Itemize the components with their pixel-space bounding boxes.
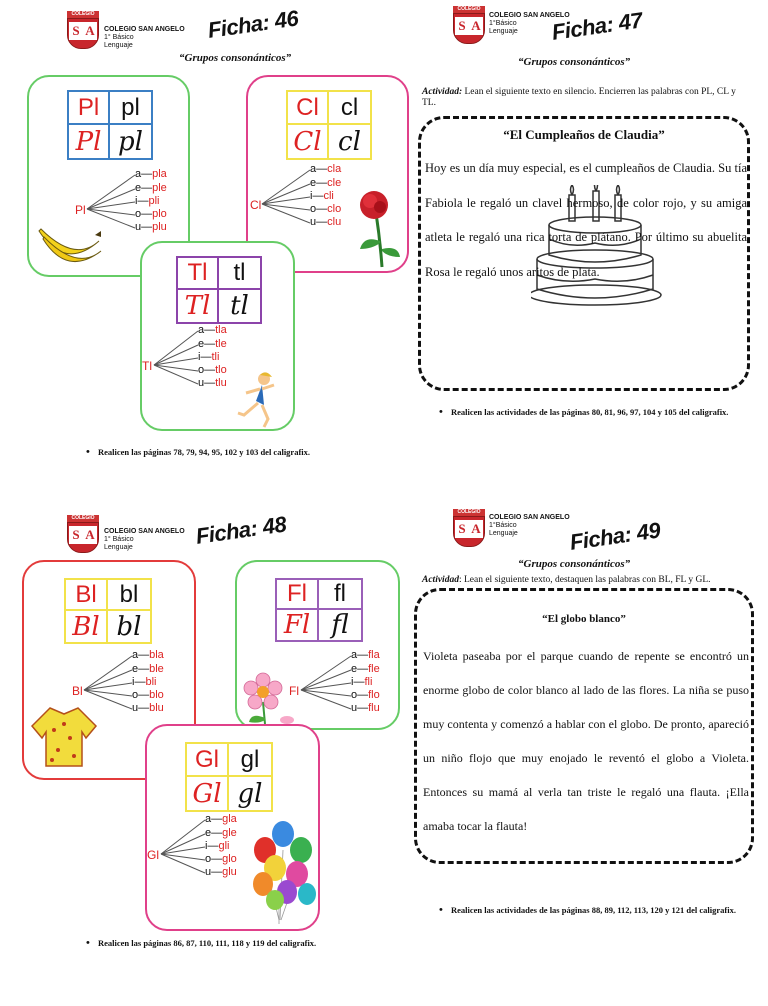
syllable-row: o—blo <box>132 689 164 701</box>
tree-lines <box>142 323 242 393</box>
logo-badge: COLEGIO <box>67 11 99 18</box>
syllable-row: a—fla <box>351 649 380 661</box>
ficha-title: Ficha: 49 <box>568 517 662 555</box>
syllable-row: u—glu <box>205 866 237 878</box>
syllable-row: a—bla <box>132 649 164 661</box>
subtitle: “Grupos consonánticos” <box>179 52 292 64</box>
card-cl: Cl cl Cl cl Cl a—cla e—cle i—cli o—clo u—clu <box>246 75 409 273</box>
story-box <box>414 588 754 864</box>
story-text: Hoy es un día muy especial, es el cumpleaños de Claudia. Su tía Fabiola le regaló un clavel hermoso, de color rojo, y su amiga atleta le regaló una rica torta de plátano. Por último su abuelita Rosa le regaló unos aritos de plata. <box>425 161 747 279</box>
school-info: COLEGIO SAN ANGELO 1° Básico Lenguaje <box>104 528 185 551</box>
story-box <box>418 116 750 391</box>
school-info: COLEGIO SAN ANGELO 1°Básico Lenguaje <box>489 12 570 35</box>
subtitle: “Grupos consonánticos” <box>518 558 631 570</box>
instruction-note: • Realicen las páginas 78, 79, 94, 95, 102 y 103 del caligrafix. <box>98 447 398 458</box>
runner-icon <box>234 371 278 429</box>
activity-instructions: Actividad: Lean el siguiente texto, destaquen las palabras con BL, FL y GL. <box>422 575 711 585</box>
letter-grid: Bl bl Bl bl <box>64 578 152 644</box>
syllable-row: a—tla <box>198 324 227 336</box>
syllable-row: o—flo <box>351 689 380 701</box>
syllable-row: e—gle <box>205 827 237 839</box>
card-gl: Gl gl Gl gl Gl a—gla e—gle i—gli o—glo u—glu <box>145 724 320 931</box>
school-logo: COLEGIO S A <box>453 509 485 547</box>
syllable-row: i—tli <box>198 351 220 363</box>
card-bl: Bl bl Bl bl Bl a—bla e—ble i—bli o—blo u—blu <box>22 560 196 780</box>
syllable-row: e—tle <box>198 338 227 350</box>
school-info: COLEGIO SAN ANGELO 1° Básico Lenguaje <box>104 26 185 49</box>
story-text: Violeta paseaba por el parque cuando de repente se encontró un enorme globo de color blanco al lado de las flores. La niña se puso muy contenta y comenzó a hablar con el globo. De pronto, apareció un niño flojo que muy enojado le reventó el globo a Violeta. Entonces su mamá al verla tan triste le regaló una flauta. ¡Ella amaba tocar la flauta! <box>423 649 749 833</box>
school-info: COLEGIO SAN ANGELO 1°Básico Lenguaje <box>489 514 570 537</box>
instruction-note: • Realicen las actividades de las páginas 80, 81, 96, 97, 104 y 105 del caligrafix. <box>451 407 751 418</box>
letter-grid: Cl cl Cl cl <box>286 90 372 160</box>
syllable-row: u—plu <box>135 221 167 233</box>
school-logo: COLEGIO S A <box>67 11 99 49</box>
syllable-row: u—clu <box>310 216 342 228</box>
instruction-note: • Realicen las páginas 86, 87, 110, 111, 118 y 119 del caligrafix. <box>98 938 368 949</box>
card-pl: Pl pl Pl pl Pl a—pla e—ple i—pli o—plo u—plu <box>27 75 190 277</box>
carnation-icon <box>356 189 404 269</box>
syllable-row: a—cla <box>310 163 342 175</box>
letter-grid: Tl tl Tl tl <box>176 256 262 324</box>
syllable-row: i—pli <box>135 195 160 207</box>
card-tl: Tl tl Tl tl Tl a—tla e—tle i—tli o—tlo u—tlu <box>140 241 295 431</box>
ficha-title: Ficha: 47 <box>550 7 644 45</box>
syllable-row: e—ple <box>135 182 167 194</box>
syllable-row: a—gla <box>205 813 237 825</box>
syllable-row: e—fle <box>351 663 380 675</box>
syllable-row: o—glo <box>205 853 237 865</box>
letter-grid: Gl gl Gl gl <box>185 742 273 812</box>
school-logo: COLEGIO S A <box>67 515 99 553</box>
story-title: “El globo blanco” <box>542 613 626 625</box>
flower-icon <box>241 672 295 728</box>
story-title: “El Cumpleaños de Claudia” <box>503 127 665 142</box>
ficha-title: Ficha: 46 <box>206 5 300 43</box>
blouse-icon <box>30 704 98 770</box>
school-logo: COLEGIO S A <box>453 6 485 44</box>
syllable-row: i—cli <box>310 190 334 202</box>
syllable-row: u—blu <box>132 702 164 714</box>
syllable-row: a—pla <box>135 168 167 180</box>
activity-instructions: Actividad: Lean el siguiente texto en silencio. Encierren las palabras con PL, CL y TL. <box>422 87 736 108</box>
subtitle: “Grupos consonánticos” <box>518 56 631 68</box>
card-fl: Fl fl Fl fl Fl a—fla e—fle i—fli o—flo u—flu <box>235 560 400 730</box>
balloons-icon <box>249 820 319 930</box>
ficha-title: Ficha: 48 <box>194 511 288 549</box>
syllable-row: e—ble <box>132 663 164 675</box>
syllable-row: o—plo <box>135 208 167 220</box>
syllable-row: u—tlu <box>198 377 227 389</box>
syllable-row: u—flu <box>351 702 380 714</box>
instruction-note: • Realicen las actividades de las páginas 88, 89, 112, 113, 120 y 121 del caligrafix. <box>451 905 751 916</box>
syllable-row: o—tlo <box>198 364 227 376</box>
syllable-row: e—cle <box>310 177 342 189</box>
syllable-row: o—clo <box>310 203 342 215</box>
syllable-row: i—gli <box>205 840 230 852</box>
banana-icon <box>35 221 103 269</box>
syllable-row: i—bli <box>132 676 157 688</box>
letter-grid: Pl pl Pl pl <box>67 90 153 160</box>
syllable-row: i—fli <box>351 676 373 688</box>
letter-grid: Fl fl Fl fl <box>275 578 363 642</box>
